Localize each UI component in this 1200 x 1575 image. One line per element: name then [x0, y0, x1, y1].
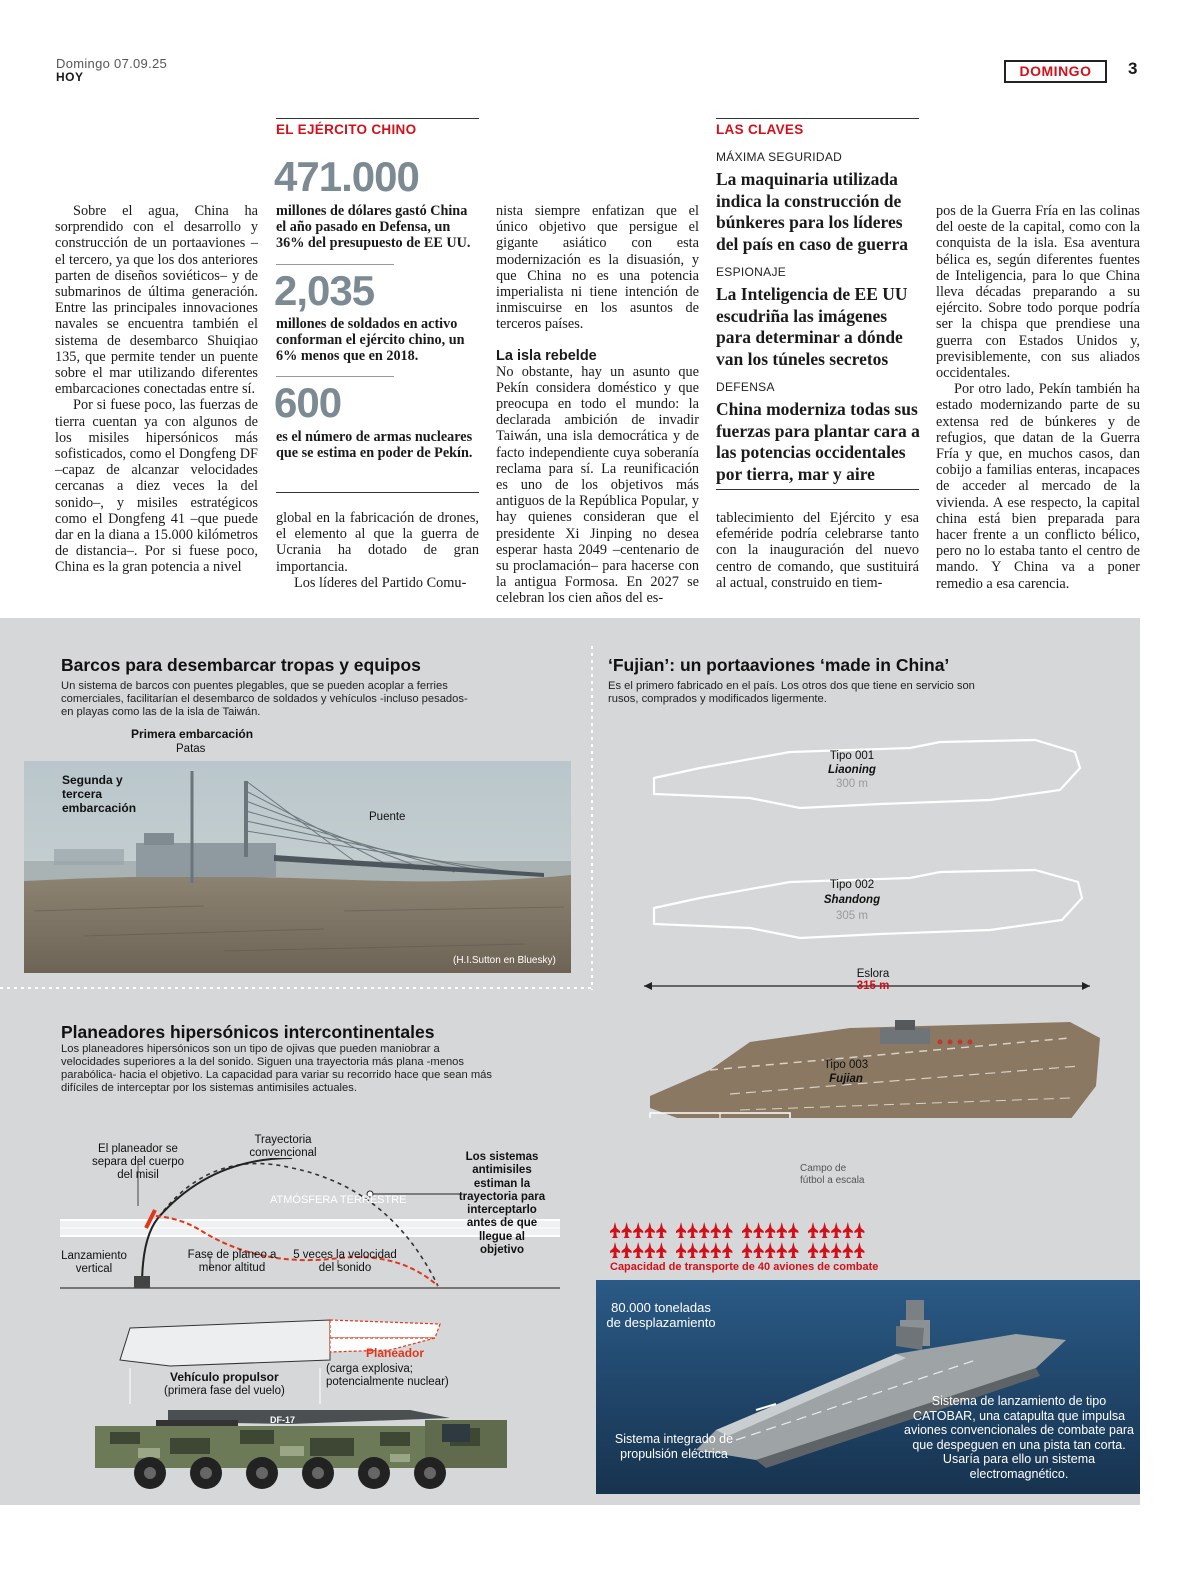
- barcos-title: Barcos para desembarcar tropas y equipos: [61, 655, 421, 675]
- label-puente: Puente: [369, 811, 406, 823]
- aircraft-icon: [676, 1242, 686, 1258]
- aircraft-icon: [777, 1222, 787, 1238]
- label-fase-planeo: Fase de planeo a menor altitud: [187, 1249, 277, 1274]
- campo-futbol-label: Campo de fútbol a escala: [800, 1163, 865, 1186]
- label-velocidad: 5 veces la velocidad del sonido: [293, 1249, 397, 1274]
- label-atmosfera: ATMÓSFERA TERRESTRE: [270, 1194, 407, 1206]
- article-column-2: [276, 510, 479, 591]
- label-segunda-tercera: Segunda y tercera embarcación: [62, 773, 137, 815]
- clave-category: ESPIONAJE: [716, 265, 787, 279]
- header-publication: HOY: [56, 70, 84, 84]
- aircraft-icon: [656, 1222, 666, 1238]
- aircraft-icon: [610, 1242, 620, 1258]
- article-column-1: [55, 203, 258, 576]
- fujian-subtitle: Es el primero fabricado en el país. Los otros dos que tiene en servicio son rusos, comprados y modificados ligermente.: [608, 680, 975, 705]
- planeadores-subtitle: Los planeadores hipersónicos son un tipo de ojivas que pueden maniobrar a velocidades superiores a la del sonido. Siguen una trayectoria más plana -menos parabólica- hacia el objetivo. La capacidad para variar su recorrido hace que sean más difíciles de interceptar por los sistemas antimisiles actuales.: [61, 1043, 492, 1094]
- barcos-subtitle: Un sistema de barcos con puentes plegables, que se pueden acoplar a ferries comerciales, facilitarían el desembarco de soldados y vehículos -incluso pesados- en playas como las de la isla de Taiwán.: [61, 680, 468, 718]
- paragraph: tablecimiento del Ejército y esa efeméride podría celebrarse tanto con la inauguración del nuevo centro de comando, que sustituirá al actual, construido en tiem-: [716, 510, 919, 591]
- label-patas: Patas: [176, 743, 206, 755]
- carrier-length: 300 m: [836, 778, 868, 790]
- aircraft-icon: [711, 1222, 721, 1238]
- paragraph: No obstante, hay un asunto que Pekín considera doméstico y que preocupa en todo el mundo: la declarada ambición de invadir Taiwán, una isla democrática y de facto independiente cuya soberanía reclama para sí. La reunificación es uno de los objetivos más antiguos de la República Popular, y hay quienes consideran que el presidente Xi Jinping no desea esperar hasta 2049 –centenario de su proclamación– para hacerse con la antigua Formosa. En 2027 se celebran los cien años del es-: [496, 363, 699, 607]
- aircraft-icon: [645, 1242, 655, 1258]
- aircraft-icon: [820, 1222, 830, 1238]
- infographic-panel: [0, 618, 1140, 1505]
- propulsion-label: Sistema integrado de propulsión eléctrica: [614, 1432, 734, 1461]
- aircraft-icon: [722, 1222, 732, 1238]
- carrier-length: 305 m: [836, 910, 868, 922]
- box-rule: [716, 489, 919, 490]
- carrier-type: Tipo 002: [829, 879, 875, 891]
- aircraft-icon: [777, 1242, 787, 1258]
- paragraph: Por si fuese poco, las fuerzas de tierra cuentan ya con algunos de los misiles hipersónicos más sofisticados, como el Dongfeng DF –capaz de alcanzar velocidades cercanas a diez veces la del sonido–, y misiles estratégicos como el Dongfeng 41 –que puede dar en la diana a 15.000 kilómetros de distancia–. Por si fuese poco, China es la gran potencia a nivel: [55, 397, 258, 576]
- carrier-type: Tipo 003: [823, 1059, 869, 1071]
- stat-divider: [276, 264, 394, 265]
- aircraft-icon: [808, 1242, 818, 1258]
- stat-text-spending: millones de dólares gastó China el año pasado en Defensa, un 36% del presupuesto de EE UU.: [276, 203, 471, 252]
- aircraft-icon: [742, 1222, 752, 1238]
- ejercito-kicker: EL EJÉRCITO CHINO: [276, 122, 417, 137]
- page-number: 3: [1128, 59, 1138, 78]
- aircraft-icon: [843, 1222, 853, 1238]
- header-date: Domingo 07.09.25: [56, 56, 168, 71]
- clave-category: MÁXIMA SEGURIDAD: [716, 150, 843, 164]
- subhead: La isla rebelde: [496, 347, 597, 364]
- label-lanzamiento: Lanzamiento vertical: [61, 1250, 127, 1275]
- missile-marking: DF-17: [270, 1415, 296, 1425]
- aircraft-icon: [722, 1242, 732, 1258]
- article-column-5: [936, 203, 1140, 592]
- aircraft-icon: [688, 1222, 698, 1238]
- aircraft-icon: [656, 1242, 666, 1258]
- clave-headline: La Inteligencia de EE UU escudriña las imágenes para determinar a dónde van los túneles secretos: [716, 284, 908, 369]
- clave-headline: China moderniza todas sus fuerzas para plantar cara a las potencias occidentales por tierra, mar y aire: [716, 399, 920, 484]
- paragraph: global en la fabricación de drones, el elemento al que la guerra de Ucrania ha dotado de gran importancia.: [276, 510, 479, 575]
- label-primera-embarcacion: Primera embarcación: [131, 727, 254, 741]
- stat-number-nuclear: 600: [274, 379, 342, 426]
- paragraph: Por otro lado, Pekín también ha estado modernizando parte de su extensa red de búnkeres y de refugios, que datan de la Guerra Fría y que, en muchos casos, dan cobijo a familias enteras, incapaces de acceder al mercado de la vivienda. A ese respecto, la capital china está bien preparada para hacer frente a un conflicto bélico, pero no lo estaba tanto el centro de mando. Y China va a poner remedio a esa carencia.: [936, 381, 1140, 592]
- paragraph: nista siempre enfatizan que el único objetivo que persigue el gigante asiático con esta modernización es la disuasión, y que China no es una potencia imperialista ni tiene intención de inmiscuirse en los asuntos de terceros países.: [496, 203, 699, 333]
- box-rule: [276, 492, 479, 493]
- aircraft-icon: [820, 1242, 830, 1258]
- clave-category: DEFENSA: [716, 380, 775, 394]
- planeadores-title: Planeadores hipersónicos intercontinentales: [61, 1022, 435, 1042]
- aircraft-capacity-icons: [606, 1220, 880, 1262]
- eslora-label: Eslora: [856, 968, 890, 980]
- carrier-name: Fujian: [829, 1073, 863, 1085]
- aircraft-icon: [622, 1242, 632, 1258]
- aircraft-icon: [788, 1222, 798, 1238]
- aircraft-icon: [854, 1222, 864, 1238]
- aircraft-icon: [699, 1242, 709, 1258]
- stat-number-spending: 471.000: [274, 153, 419, 200]
- stat-text-soldiers: millones de soldados en activo conforman el ejército chino, un 6% menos que en 2018.: [276, 316, 465, 365]
- section-badge[interactable]: DOMINGO: [1004, 60, 1107, 83]
- aircraft-icon: [622, 1222, 632, 1238]
- fujian-title: ‘Fujian’: un portaaviones ‘made in China’: [608, 655, 950, 675]
- article-column-4: [716, 510, 919, 591]
- article-column-3: [496, 203, 699, 607]
- paragraph: pos de la Guerra Fría en las colinas del oeste de la capital, como con la conquista de la isla. Esa aventura bélica es, según diferentes fuentes de Inteligencia, para lo que China lleva décadas preparando a su ejército. Sobre todo porque podría ser la chispa que prendiese una guerra con Estados Unidos y, previsiblemente, con sus aliados occidentales.: [936, 203, 1140, 382]
- clave-headline: La maquinaria utilizada indica la construcción de búnkeres para los líderes del país en caso de guerra: [716, 169, 909, 254]
- claves-kicker: LAS CLAVES: [716, 122, 804, 137]
- label-primera-fase: (primera fase del vuelo): [164, 1385, 285, 1397]
- carrier-name: Shandong: [823, 894, 881, 906]
- aircraft-icon: [788, 1242, 798, 1258]
- stat-text-nuclear: es el número de armas nucleares que se estima en poder de Pekín.: [276, 429, 473, 462]
- aircraft-icon: [742, 1242, 752, 1258]
- aircraft-icon: [633, 1222, 643, 1238]
- label-antimisiles: Los sistemas antimisiles estiman la trayectoria para interceptarlo antes de que llegue al objetivo: [458, 1151, 546, 1257]
- carrier-name: Liaoning: [828, 764, 876, 776]
- label-vehiculo: Vehículo propulsor: [170, 1370, 279, 1384]
- label-trayectoria: Trayectoria convencional: [249, 1134, 317, 1159]
- label-planeador: Planeador: [366, 1346, 425, 1360]
- photo-credit: (H.I.Sutton en Bluesky): [453, 955, 556, 966]
- aircraft-icon: [676, 1222, 686, 1238]
- df17-vehicle-illustration: [90, 1308, 520, 1498]
- aircraft-icon: [843, 1242, 853, 1258]
- stat-divider: [276, 376, 394, 377]
- paragraph: Los líderes del Partido Comu-: [294, 574, 467, 591]
- aircraft-icon: [854, 1242, 864, 1258]
- aircraft-icon: [765, 1242, 775, 1258]
- aircraft-icon: [754, 1242, 764, 1258]
- aircraft-icon: [610, 1222, 620, 1238]
- aircraft-icon: [808, 1222, 818, 1238]
- paragraph: Sobre el agua, China ha sorprendido con el desarrollo y construcción de un portaaviones –el tercero, ya que los dos anteriores parten de diseños soviéticos– y de submarinos de última generación. Entre las principales innovaciones navales se encuentra también el sistema de desembarco Shuiqiao 135, que permite tender un puente sobre el mar utilizando diferentes embarcaciones conectadas entre sí.: [55, 203, 258, 398]
- aircraft-icon: [754, 1222, 764, 1238]
- aircraft-icon: [688, 1242, 698, 1258]
- aircraft-icon: [699, 1222, 709, 1238]
- box-rule: [716, 118, 919, 119]
- label-separa: El planeador se separa del cuerpo del misil: [91, 1143, 185, 1181]
- aircraft-icon: [831, 1222, 841, 1238]
- stat-number-soldiers: 2,035: [274, 267, 375, 314]
- aircraft-icon: [765, 1222, 775, 1238]
- capacidad-label: Capacidad de transporte de 40 aviones de combate: [610, 1261, 879, 1273]
- aircraft-icon: [831, 1242, 841, 1258]
- carrier-type: Tipo 001: [829, 750, 875, 762]
- aircraft-icon: [633, 1242, 643, 1258]
- eslora-value: 315 m: [856, 980, 890, 992]
- label-carga: (carga explosiva; potencialmente nuclear): [326, 1363, 449, 1388]
- aircraft-icon: [711, 1242, 721, 1258]
- aircraft-icon: [645, 1222, 655, 1238]
- box-rule: [276, 118, 479, 119]
- desplazamiento-label: 80.000 toneladas de desplazamiento: [606, 1300, 716, 1330]
- catobar-label: Sistema de lanzamiento de tipo CATOBAR, una catapulta que impulsa aviones convencionales de combate para que despeguen en una pista tan corta. Usaría para ello un sistema electromagnético.: [904, 1394, 1135, 1481]
